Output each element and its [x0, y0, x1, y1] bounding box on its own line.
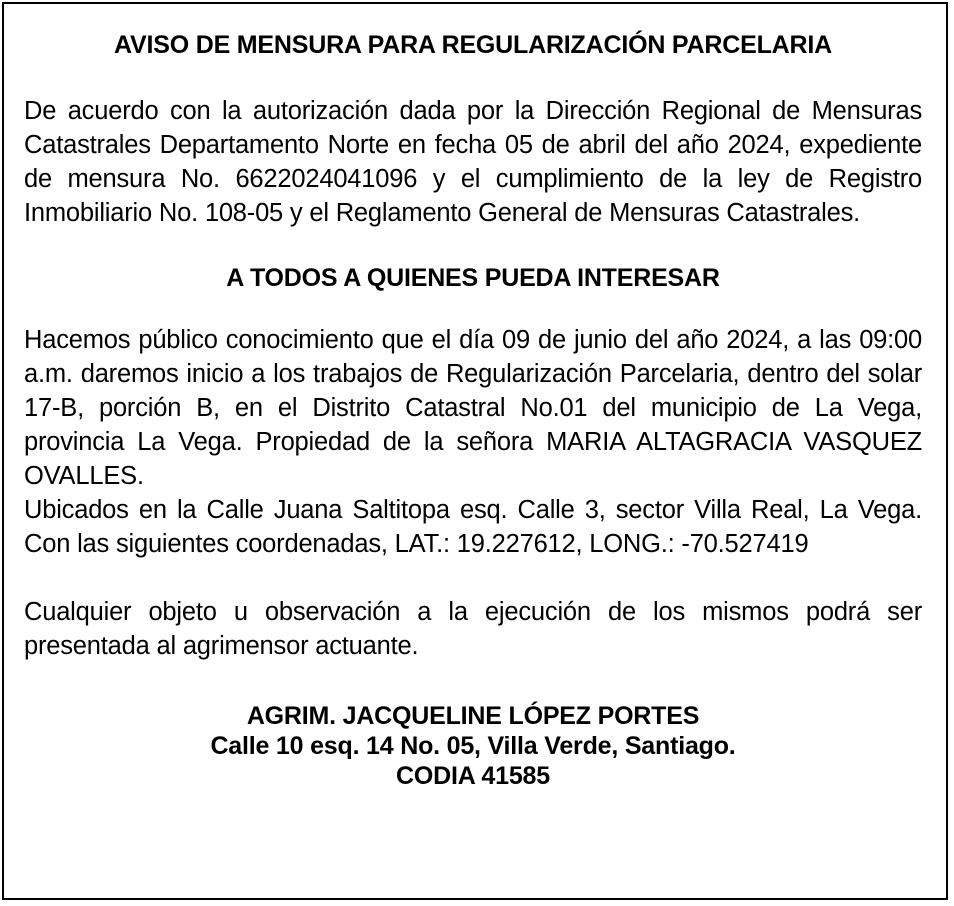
surveyor-name: AGRIM. JACQUELINE LÓPEZ PORTES — [246, 702, 700, 730]
objection-paragraph: Cualquier objeto u observación a la ejecución de los mismos podrá ser presentada al agrimensor actuante. — [24, 598, 922, 660]
notice-box — [2, 2, 948, 900]
surveyor-codia: CODIA 41585 — [396, 762, 550, 790]
announcement-paragraph: Hacemos público conocimiento que el día 09 de junio del año 2024, a las 09:00 a.m. daremos inicio a los trabajos de Regularización Parcelaria, dentro del solar 17-B, porción B, en el Distrito Catastral No.01 del municipio de La Vega, provincia La Vega. Propiedad de la señora MARIA ALTAGRACIA VASQUEZ OVALLES. — [24, 326, 922, 490]
surveyor-address: Calle 10 esq. 14 No. 05, Villa Verde, Santiago. — [210, 732, 736, 760]
notice-subtitle: A TODOS A QUIENES PUEDA INTERESAR — [226, 264, 720, 292]
signature-block — [24, 701, 922, 791]
notice-title: AVISO DE MENSURA PARA REGULARIZACIÓN PARCELARIA — [114, 31, 832, 59]
location-paragraph: Ubicados en la Calle Juana Saltitopa esq. Calle 3, sector Villa Real, La Vega. Con las siguientes coordenadas, LAT.: 19.227612, LONG.: -70.527419 — [24, 496, 922, 558]
authorization-paragraph: De acuerdo con la autorización dada por la Dirección Regional de Mensuras Catastrales Departamento Norte en fecha 05 de abril del año 2024, expediente de mensura No. 6622024041096 y el cumplimiento de la ley de Registro Inmobiliario No. 108-05 y el Reglamento General de Mensuras Catastrales. — [24, 97, 922, 227]
